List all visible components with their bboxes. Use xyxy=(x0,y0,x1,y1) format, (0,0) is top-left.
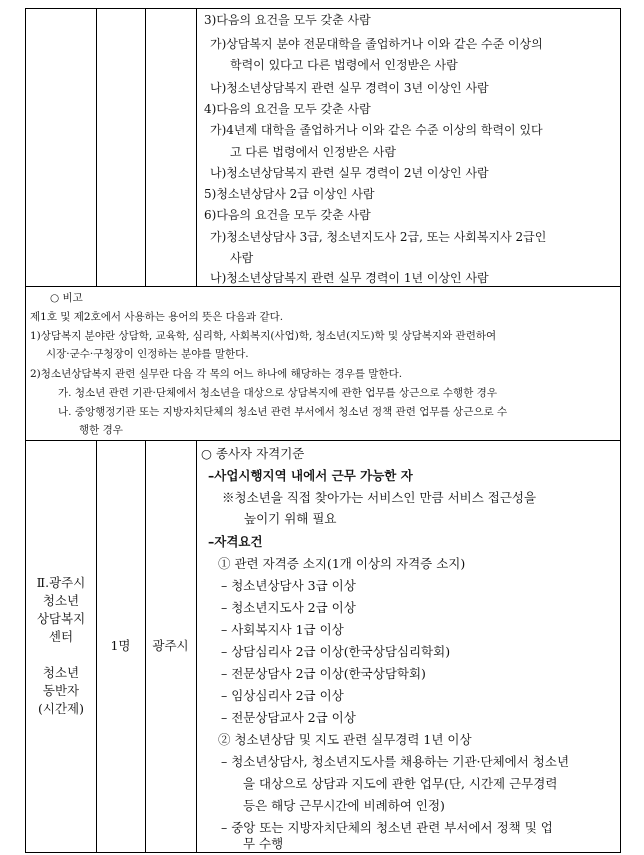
requirement-line: 나)청소년상담복지 관련 실무 경력이 1년 이상인 사람 xyxy=(210,271,489,285)
requirement-line: 가)4년제 대학을 졸업하거나 이와 같은 수준 이상의 학력이 있다 xyxy=(210,123,543,137)
requirement-line: 4)다음의 요건을 모두 갖춘 사람 xyxy=(204,102,371,116)
requirement-line: 6)다음의 요건을 모두 갖춘 사람 xyxy=(204,208,371,222)
requirement-line: 가)상담복지 분야 전문대학을 졸업하거나 이와 같은 수준 이상의 xyxy=(210,37,543,51)
requirement-line: 3)다음의 요건을 모두 갖춘 사람 xyxy=(204,13,371,27)
qual-line: ※청소년을 직접 찾아가는 서비스인 만큼 서비스 접근성을 xyxy=(222,490,537,505)
qual-line: – 청소년상담사, 청소년지도사를 채용하는 기관·단체에서 청소년 xyxy=(221,754,570,769)
org-line: Ⅱ.광주시 xyxy=(36,575,86,590)
region-cell xyxy=(145,440,196,852)
qual-line: ② 청소년상담 및 지도 관련 실무경력 1년 이상 xyxy=(218,732,472,747)
qual-line: 높이기 위해 필요 xyxy=(244,511,337,526)
headcount: 1명 xyxy=(110,638,131,653)
region: 광주시 xyxy=(152,638,189,653)
col-divider xyxy=(145,9,146,286)
requirement-line: 나)청소년상담복지 관련 실무 경력이 3년 이상인 사람 xyxy=(210,81,489,95)
requirement-line: 학력이 있다고 다른 법령에서 인정받은 사람 xyxy=(230,58,458,72)
qual-heading: ○ 종사자 자격기준 xyxy=(201,446,305,461)
qual-line: – 임상심리사 2급 이상 xyxy=(221,688,344,703)
note-line: 제1호 및 제2호에서 사용하는 용어의 뜻은 다음과 같다. xyxy=(30,311,284,323)
org-line: 동반자 xyxy=(42,683,80,698)
col-divider xyxy=(196,440,197,852)
qual-line: – 중앙 또는 지방자치단체의 청소년 관련 부서에서 정책 및 업 xyxy=(221,820,553,835)
qual-line: – 청소년상담사 3급 이상 xyxy=(221,578,356,593)
qual-line: – 전문상담교사 2급 이상 xyxy=(221,710,356,725)
qual-line: ① 관련 자격증 소지(1개 이상의 자격증 소지) xyxy=(218,556,466,571)
org-line: 청소년 xyxy=(42,665,80,680)
note-heading: ○ 비고 xyxy=(50,292,83,304)
qual-line: 등은 해당 근무시간에 비례하여 인정) xyxy=(243,798,445,813)
qual-subheading: –자격요건 xyxy=(208,534,263,549)
org-line: 센터 xyxy=(48,629,74,644)
note-line: 행한 경우 xyxy=(79,424,123,436)
qual-line: – 사회복지사 1급 이상 xyxy=(221,622,344,637)
qual-line: 무 수행 xyxy=(243,836,284,851)
note-line: 시장·군수·구청장이 인정하는 분야를 말한다. xyxy=(46,348,249,360)
note-line: 나. 중앙행정기관 또는 지방자치단체의 청소년 관련 부서에서 청소년 정책 관련 업무를 상근으로 수 xyxy=(58,406,508,418)
qual-line: – 전문상담사 2급 이상(한국상담학회) xyxy=(221,666,426,681)
col-divider xyxy=(196,9,197,286)
qual-line: 을 대상으로 상담과 지도에 관한 업무(단, 시간제 근무경력 xyxy=(243,776,558,791)
requirement-line: 가)청소년상담사 3급, 청소년지도사 2급, 또는 사회복지사 2급인 xyxy=(210,230,547,244)
requirement-line: 고 다른 법령에서 인정받은 사람 xyxy=(230,145,396,159)
qual-line: – 청소년지도사 2급 이상 xyxy=(221,600,356,615)
org-line: (시간제) xyxy=(38,701,84,716)
headcount-cell xyxy=(96,440,145,852)
qual-line: – 상담심리사 2급 이상(한국상담심리학회) xyxy=(221,644,451,659)
note-line: 1)상담복지 분야란 상담학, 교육학, 심리학, 사회복지(사업)학, 청소년(지도)학 및 상담복지와 관련하여 xyxy=(30,330,497,342)
requirement-line: 5)청소년상담사 2급 이상인 사람 xyxy=(204,187,375,201)
requirement-line: 사람 xyxy=(230,251,254,265)
org-name-cell xyxy=(26,440,96,852)
requirement-line: 나)청소년상담복지 관련 실무 경력이 2년 이상인 사람 xyxy=(210,166,489,180)
note-line: 가. 청소년 관련 기관·단체에서 청소년을 대상으로 상담복지에 관한 업무를 상근으로 수행한 경우 xyxy=(58,387,497,399)
org-line: 청소년 xyxy=(42,593,80,608)
col-divider xyxy=(96,9,97,286)
qual-subheading: –사업시행지역 내에서 근무 가능한 자 xyxy=(208,468,413,483)
note-line: 2)청소년상담복지 관련 실무란 다음 각 목의 어느 하나에 해당하는 경우를 말한다. xyxy=(30,368,403,380)
org-line: 상담복지 xyxy=(36,611,86,626)
